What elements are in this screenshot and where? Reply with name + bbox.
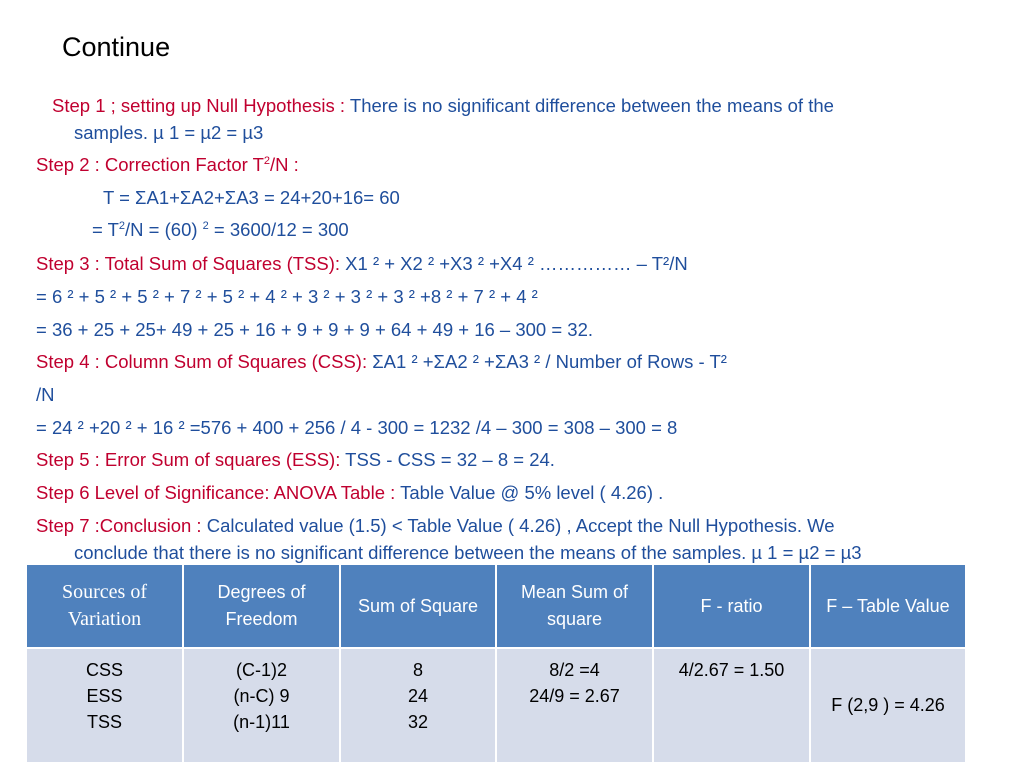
cell-f-ratio: 4/2.67 = 1.50 [653,648,810,763]
slide-title: Continue [62,32,171,62]
step2-correction: = $T^2/N = (60) ^2 = 3600/12 = 300$ [92,219,349,240]
step6-line [36,482,663,504]
step3-formula: X1 ² + X2 ² +X3 ² +X4 ² …………… – T²/N [345,253,688,274]
step7-line [36,515,835,537]
step1-text: There is no significant difference between the means of the [349,95,834,116]
cell-ms: 8/2 =4 24/9 = 2.67 [496,648,653,763]
header-df: Degrees of Freedom [183,564,340,648]
header-f-ratio: F - ratio [653,564,810,648]
step5-label: Step 5 : Error Sum of squares (ESS): [36,449,346,470]
step4-formula: ΣA1 ² +ΣA2 ² +ΣA3 ² / Number of Rows - T² [372,351,727,372]
step3-line [36,253,688,275]
step3-label: Step 3 : Total Sum of Squares (TSS): [36,253,346,274]
cell-ss: 8 24 32 [340,648,496,763]
step4-label: Step 4 : Column Sum of Squares (CSS): [36,351,373,372]
step7-text: Calculated value (1.5) < Table Value ( 4.26) , Accept the Null Hypothesis. We [206,515,835,536]
anova-header-row [26,564,966,648]
step5-line [36,449,555,471]
cell-sources: CSS ESS TSS [26,648,183,763]
header-f-table: F – Table Value [810,564,966,648]
step7-text-cont: conclude that there is no significant difference between the means of the samples. µ 1 = µ2 = µ3 [74,542,862,563]
cell-df: (C-1)2 (n-C) 9 (n-1)11 [183,648,340,763]
step1-label: Step 1 ; setting up Null Hypothesis : [52,95,350,116]
step4-line [36,351,727,373]
header-ss: Sum of Square [340,564,496,648]
step1-text-cont: samples. µ 1 = µ2 = µ3 [74,122,264,143]
step7-label: Step 7 :Conclusion : [36,515,207,536]
step1-line [52,95,834,117]
step3-result: = 36 + 25 + 25+ 49 + 25 + 16 + 9 + 9 + 9 + 64 + 49 + 16 – 300 = 32. [36,319,594,340]
step4-result: = 24 ² +20 ² + 16 ² =576 + 400 + 256 / 4 - 300 = 1232 /4 – 300 = 308 – 300 = 8 [36,417,678,438]
step3-expansion: = 6 ² + 5 ² + 5 ² + 7 ² + 5 ² + 4 ² + 3 ² + 3 ² + 3 ² +8 ² + 7 ² + 4 ² [36,286,538,307]
step2-label: Step 2 : Correction Factor $T^2/N$ : [36,154,299,175]
step5-text: TSS - CSS = 32 – 8 = 24. [345,449,555,470]
anova-table [25,563,967,764]
header-ms: Mean Sum of square [496,564,653,648]
table-row [26,648,966,763]
step6-label: Step 6 Level of Significance: ANOVA Table : [36,482,401,503]
step4-formula-end: /N [36,384,55,405]
step6-text: Table Value @ 5% level ( 4.26) . [400,482,664,503]
cell-f-table: F (2,9 ) = 4.26 [810,648,966,763]
step2-total: T = ΣA1+ΣA2+ΣA3 = 24+20+16= 60 [103,187,400,208]
header-sources: Sources of Variation [26,564,183,648]
